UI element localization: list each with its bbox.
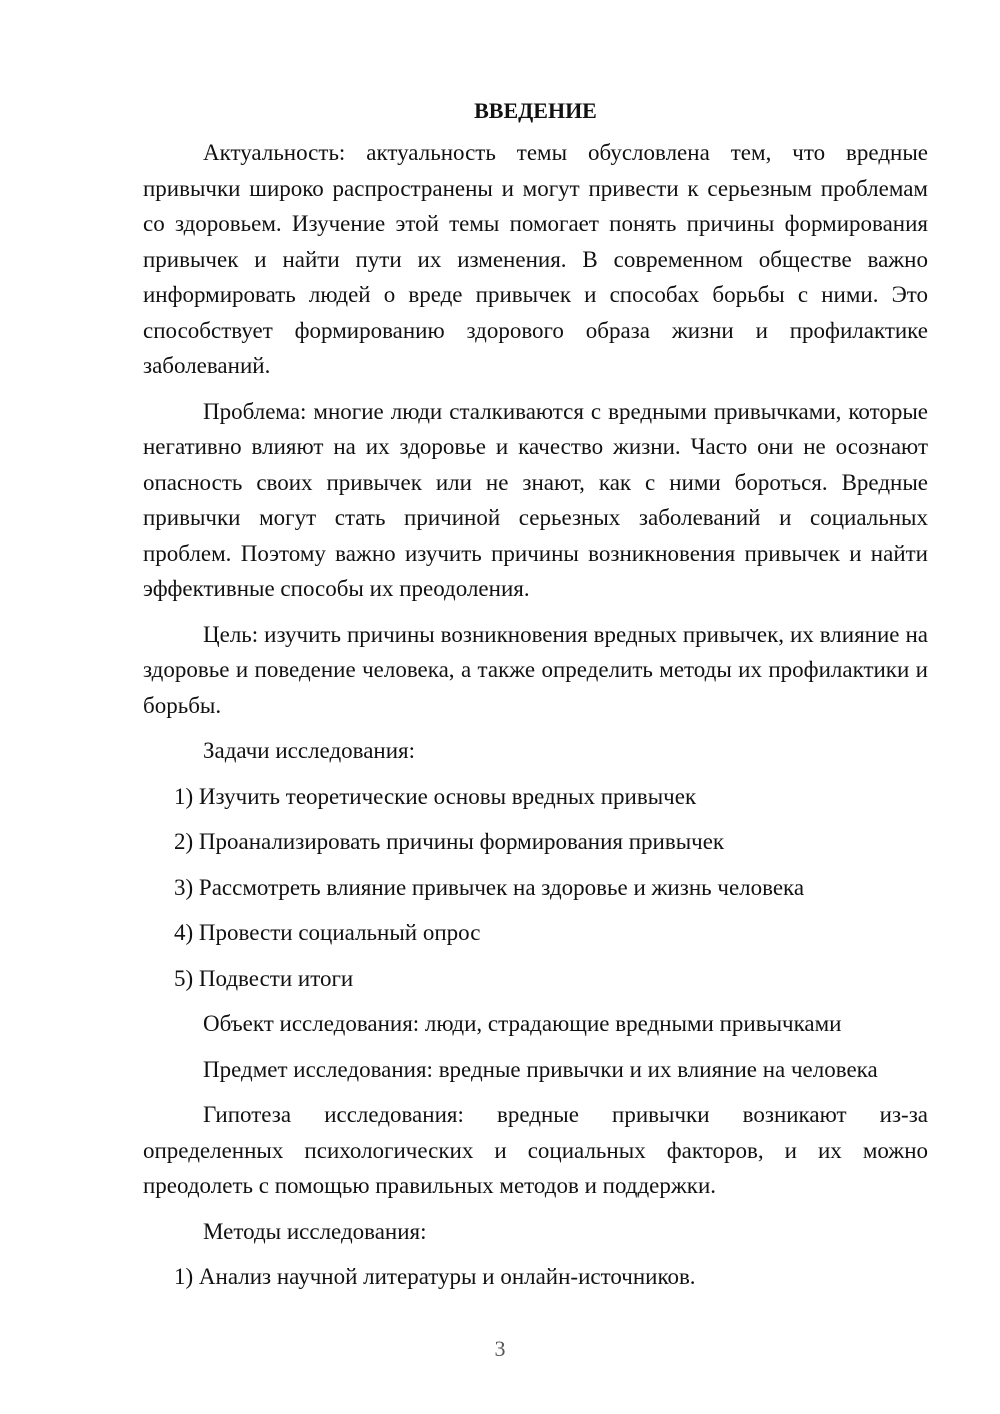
task-item: 1) Изучить теоретические основы вредных привычек <box>174 783 697 809</box>
task-item: 4) Провести социальный опрос <box>174 920 481 945</box>
task-item: 5) Подвести итоги <box>174 965 354 991</box>
goal-paragraph: Цель: изучить причины возникновения вредных привычек, их влияние на здоровье и поведение человека, а также определить методы их профилактики и борьбы. <box>143 621 928 718</box>
hypothesis-paragraph: Гипотеза исследования: вредные привычки возникают из-за определенных психологических и социальных факторов, и их можно преодолеть с помощью правильных методов и поддержки. <box>143 1102 928 1198</box>
research-object: Объект исследования: люди, страдающие вредными привычками <box>203 1011 842 1036</box>
research-subject: Предмет исследования: вредные привычки и их влияние на человека <box>203 1056 878 1082</box>
task-item: 3) Рассмотреть влияние привычек на здоровье и жизнь человека <box>174 874 805 900</box>
page-title: ВВЕДЕНИЕ <box>474 98 597 123</box>
problem-paragraph: Проблема: многие люди сталкиваются с вредными привычками, которые негативно влияют на их здоровье и качество жизни. Часто они не осознают опасность своих привычек или не знают, как с ними бороться. Вредные привычки могут стать причиной серьезных заболеваний и социальных проблем. Поэтому важно изучить причины возникновения привычек и найти эффективные способы их преодоления. <box>143 398 928 601</box>
methods-heading: Методы исследования: <box>203 1218 427 1244</box>
relevance-paragraph: Актуальность: актуальность темы обусловлена тем, что вредные привычки широко распространены и могут привести к серьезным проблемам со здоровьем. Изучение этой темы помогает понять причины формирования привычек и найти пути их изменения. В современном обществе важно информировать людей о вреде привычек и способах борьбы с ними. Это способствует формированию здорового образа жизни и профилактике заболеваний. <box>143 140 928 378</box>
method-item: 1) Анализ научной литературы и онлайн-источников. <box>174 1264 696 1289</box>
page-content <box>143 96 928 1305</box>
task-item: 2) Проанализировать причины формирования привычек <box>174 829 725 854</box>
tasks-heading: Задачи исследования: <box>203 738 416 763</box>
page-number: 3 <box>494 1336 506 1361</box>
